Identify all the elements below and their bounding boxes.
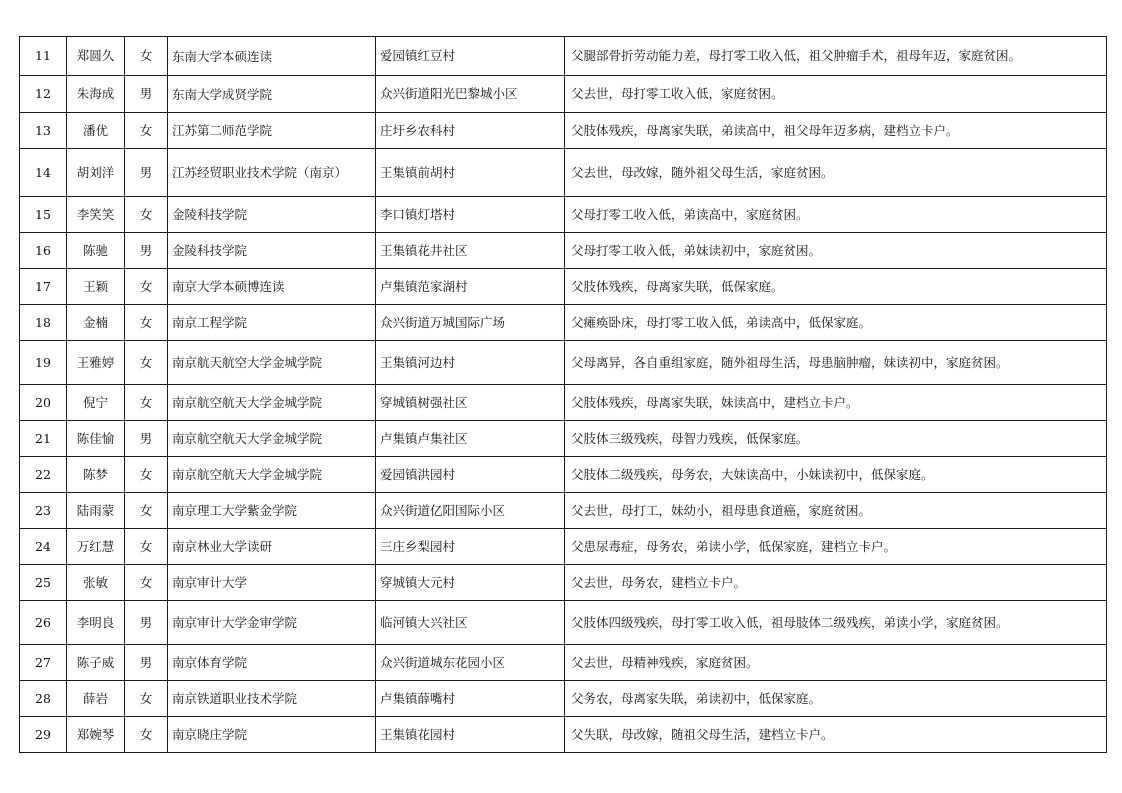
student-name: 万红慧 <box>67 529 125 565</box>
family-situation: 父肢体残疾，母离家失联，妹读高中，建档立卡户。 <box>565 385 1107 421</box>
home-address: 众兴街道亿阳国际小区 <box>376 493 565 529</box>
table-row <box>20 76 1107 113</box>
student-name: 陈驰 <box>67 233 125 269</box>
home-address: 众兴街道万城国际广场 <box>376 305 565 341</box>
home-address: 李口镇灯塔村 <box>376 197 565 233</box>
student-gender: 女 <box>125 717 168 753</box>
student-name: 金楠 <box>67 305 125 341</box>
student-gender: 女 <box>125 269 168 305</box>
student-school: 南京工程学院 <box>168 305 376 341</box>
table-row <box>20 645 1107 681</box>
family-situation: 父肢体残疾，母离家失联，弟读高中，祖父母年迈多病，建档立卡户。 <box>565 113 1107 149</box>
student-gender: 女 <box>125 385 168 421</box>
row-number: 25 <box>20 565 67 601</box>
home-address: 穿城镇树强社区 <box>376 385 565 421</box>
student-school: 南京航空航天大学金城学院 <box>168 457 376 493</box>
home-address: 众兴街道阳光巴黎城小区 <box>376 76 565 113</box>
student-school: 南京审计大学金审学院 <box>168 601 376 645</box>
row-number: 27 <box>20 645 67 681</box>
home-address: 卢集镇卢集社区 <box>376 421 565 457</box>
family-situation: 父失联，母改嫁，随祖父母生活，建档立卡户。 <box>565 717 1107 753</box>
row-number: 19 <box>20 341 67 385</box>
student-name: 郑圆久 <box>67 37 125 76</box>
student-name: 潘优 <box>67 113 125 149</box>
table-row <box>20 233 1107 269</box>
table-row <box>20 269 1107 305</box>
student-gender: 男 <box>125 233 168 269</box>
row-number: 13 <box>20 113 67 149</box>
row-number: 21 <box>20 421 67 457</box>
table-row <box>20 457 1107 493</box>
student-name: 陈佳愉 <box>67 421 125 457</box>
row-number: 26 <box>20 601 67 645</box>
table-row <box>20 717 1107 753</box>
student-gender: 男 <box>125 601 168 645</box>
row-number: 28 <box>20 681 67 717</box>
student-school: 金陵科技学院 <box>168 233 376 269</box>
table-row <box>20 681 1107 717</box>
student-gender: 女 <box>125 197 168 233</box>
student-name: 李明良 <box>67 601 125 645</box>
student-school: 金陵科技学院 <box>168 197 376 233</box>
student-school: 南京航天航空大学金城学院 <box>168 341 376 385</box>
home-address: 庄圩乡农科村 <box>376 113 565 149</box>
student-gender: 男 <box>125 421 168 457</box>
student-name: 胡刘洋 <box>67 149 125 197</box>
home-address: 爱园镇红豆村 <box>376 37 565 76</box>
family-situation: 父去世，母精神残疾，家庭贫困。 <box>565 645 1107 681</box>
table-row <box>20 341 1107 385</box>
row-number: 29 <box>20 717 67 753</box>
student-school: 东南大学本硕连读 <box>168 37 376 76</box>
student-name: 倪宁 <box>67 385 125 421</box>
student-school: 南京航空航天大学金城学院 <box>168 385 376 421</box>
family-situation: 父瘫痪卧床，母打零工收入低，弟读高中，低保家庭。 <box>565 305 1107 341</box>
table-row <box>20 565 1107 601</box>
home-address: 临河镇大兴社区 <box>376 601 565 645</box>
family-situation: 父务农，母离家失联，弟读初中，低保家庭。 <box>565 681 1107 717</box>
home-address: 穿城镇大元村 <box>376 565 565 601</box>
student-school: 南京晓庄学院 <box>168 717 376 753</box>
home-address: 爱园镇洪园村 <box>376 457 565 493</box>
student-school: 南京林业大学读研 <box>168 529 376 565</box>
table-row <box>20 149 1107 197</box>
home-address: 三庄乡梨园村 <box>376 529 565 565</box>
student-gender: 男 <box>125 149 168 197</box>
student-gender: 女 <box>125 529 168 565</box>
student-name: 朱海成 <box>67 76 125 113</box>
student-gender: 女 <box>125 341 168 385</box>
student-school: 南京审计大学 <box>168 565 376 601</box>
row-number: 24 <box>20 529 67 565</box>
student-name: 王雅婷 <box>67 341 125 385</box>
family-situation: 父去世，母改嫁，随外祖父母生活，家庭贫困。 <box>565 149 1107 197</box>
student-name: 陈梦 <box>67 457 125 493</box>
student-gender: 女 <box>125 681 168 717</box>
row-number: 14 <box>20 149 67 197</box>
row-number: 11 <box>20 37 67 76</box>
student-school: 江苏第二师范学院 <box>168 113 376 149</box>
student-gender: 男 <box>125 76 168 113</box>
home-address: 卢集镇薛嘴村 <box>376 681 565 717</box>
home-address: 王集镇花园村 <box>376 717 565 753</box>
family-situation: 父肢体残疾，母离家失联，低保家庭。 <box>565 269 1107 305</box>
table-row <box>20 529 1107 565</box>
table-row <box>20 493 1107 529</box>
student-name: 张敏 <box>67 565 125 601</box>
family-situation: 父母打零工收入低，弟读高中，家庭贫困。 <box>565 197 1107 233</box>
family-situation: 父去世，母打工，妹幼小，祖母患食道癌，家庭贫困。 <box>565 493 1107 529</box>
family-situation: 父患尿毒症，母务农，弟读小学，低保家庭，建档立卡户。 <box>565 529 1107 565</box>
student-gender: 女 <box>125 305 168 341</box>
family-situation: 父肢体二级残疾，母务农，大妹读高中，小妹读初中，低保家庭。 <box>565 457 1107 493</box>
row-number: 20 <box>20 385 67 421</box>
student-school: 南京铁道职业技术学院 <box>168 681 376 717</box>
student-school: 江苏经贸职业技术学院（南京） <box>168 149 376 197</box>
student-school: 南京航空航天大学金城学院 <box>168 421 376 457</box>
table-row <box>20 197 1107 233</box>
row-number: 15 <box>20 197 67 233</box>
student-gender: 女 <box>125 457 168 493</box>
student-school: 南京理工大学紫金学院 <box>168 493 376 529</box>
student-gender: 女 <box>125 493 168 529</box>
student-school: 东南大学成贤学院 <box>168 76 376 113</box>
table-row <box>20 385 1107 421</box>
row-number: 17 <box>20 269 67 305</box>
table-row <box>20 601 1107 645</box>
student-name: 李笑笑 <box>67 197 125 233</box>
family-situation: 父去世，母务农，建档立卡户。 <box>565 565 1107 601</box>
table-row <box>20 421 1107 457</box>
row-number: 16 <box>20 233 67 269</box>
family-situation: 父母打零工收入低，弟妹读初中，家庭贫困。 <box>565 233 1107 269</box>
student-name: 王颖 <box>67 269 125 305</box>
student-gender: 男 <box>125 645 168 681</box>
table-row <box>20 113 1107 149</box>
home-address: 王集镇前胡村 <box>376 149 565 197</box>
family-situation: 父腿部骨折劳动能力差，母打零工收入低，祖父肿瘤手术，祖母年迈，家庭贫困。 <box>565 37 1107 76</box>
table-body <box>20 37 1107 753</box>
home-address: 王集镇河边村 <box>376 341 565 385</box>
student-school: 南京体育学院 <box>168 645 376 681</box>
home-address: 众兴街道城东花园小区 <box>376 645 565 681</box>
table-row <box>20 37 1107 76</box>
student-name: 陆雨蒙 <box>67 493 125 529</box>
student-name: 陈子威 <box>67 645 125 681</box>
student-aid-table <box>19 36 1107 753</box>
family-situation: 父去世，母打零工收入低，家庭贫困。 <box>565 76 1107 113</box>
family-situation: 父肢体三级残疾，母智力残疾，低保家庭。 <box>565 421 1107 457</box>
student-name: 薛岩 <box>67 681 125 717</box>
family-situation: 父母离异，各自重组家庭，随外祖母生活，母患脑肿瘤，妹读初中，家庭贫困。 <box>565 341 1107 385</box>
student-gender: 女 <box>125 113 168 149</box>
row-number: 12 <box>20 76 67 113</box>
table-row <box>20 305 1107 341</box>
family-situation: 父肢体四级残疾，母打零工收入低，祖母肢体二级残疾，弟读小学，家庭贫困。 <box>565 601 1107 645</box>
row-number: 23 <box>20 493 67 529</box>
home-address: 王集镇花井社区 <box>376 233 565 269</box>
student-gender: 女 <box>125 37 168 76</box>
student-name: 郑婉琴 <box>67 717 125 753</box>
home-address: 卢集镇范家湖村 <box>376 269 565 305</box>
row-number: 22 <box>20 457 67 493</box>
row-number: 18 <box>20 305 67 341</box>
student-school: 南京大学本硕博连读 <box>168 269 376 305</box>
student-gender: 女 <box>125 565 168 601</box>
